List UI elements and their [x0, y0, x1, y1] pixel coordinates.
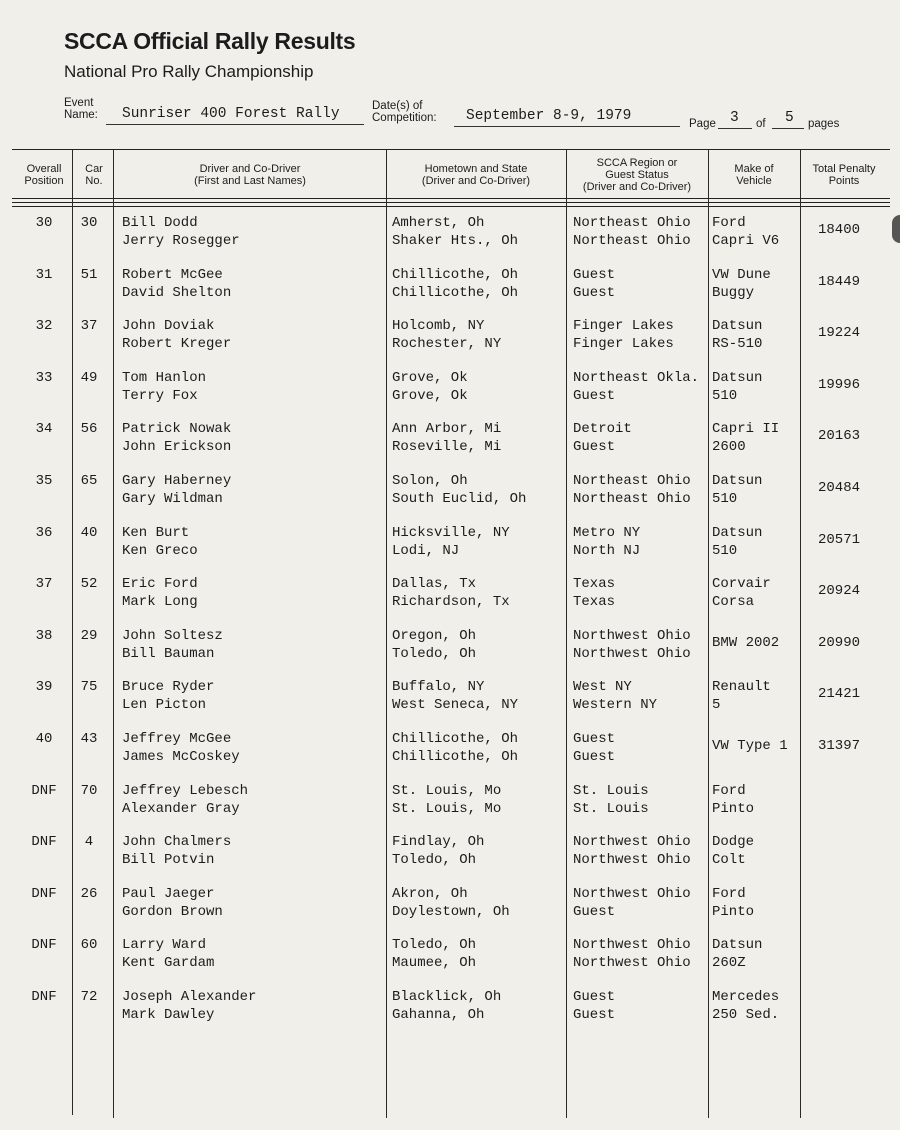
region-cell: West NY Western NY	[573, 679, 658, 714]
event-name-underline	[106, 124, 364, 125]
hometown-cell: Oregon, Oh Toledo, Oh	[392, 627, 477, 662]
table-header-rule-3	[12, 206, 890, 207]
table-header-rule-1	[12, 198, 890, 199]
page-number: 3	[730, 110, 739, 126]
region-cell: Northwest Ohio Northwest Ohio	[573, 937, 691, 972]
car-number-cell: 30	[80, 215, 98, 231]
overall-position-cell: 35	[35, 473, 53, 489]
region-cell: Guest Guest	[573, 989, 616, 1023]
page-total: 5	[785, 110, 794, 126]
region-cell: Finger Lakes Finger Lakes	[573, 318, 674, 353]
pages-label: pages	[808, 118, 840, 130]
driver-cell: Robert McGee David Shelton	[122, 266, 232, 301]
hometown-cell: Findlay, Oh Toledo, Oh	[392, 834, 485, 869]
table-row	[0, 524, 900, 564]
page-total-underline	[772, 128, 804, 129]
car-number-cell: 72	[80, 989, 98, 1005]
car-number-cell: 52	[80, 576, 98, 593]
hometown-cell: St. Louis, Mo St. Louis, Mo	[392, 782, 502, 817]
col-overall-position: Overall Position	[24, 163, 64, 187]
driver-cell: Bill Dodd Jerry Rosegger	[122, 215, 240, 249]
car-number-cell: 51	[80, 266, 98, 283]
penalty-points-cell: 31397	[817, 738, 860, 754]
make-cell: VW Type 1	[712, 738, 788, 754]
hometown-cell: Buffalo, NY West Seneca, NY	[392, 679, 519, 714]
form-title: SCCA Official Rally Results	[64, 28, 356, 54]
region-cell: Northwest Ohio Northwest Ohio	[573, 834, 691, 869]
hometown-cell: Holcomb, NY Rochester, NY	[392, 318, 502, 353]
region-cell: Texas Texas	[573, 576, 616, 611]
make-cell: Ford Pinto	[712, 782, 755, 817]
hometown-cell: Chillicothe, Oh Chillicothe, Oh	[392, 266, 519, 301]
table-row	[0, 678, 900, 718]
make-cell: Dodge Colt	[712, 834, 755, 869]
hometown-cell: Grove, Ok Grove, Ok	[392, 369, 468, 404]
table-header-rule-2	[12, 202, 890, 203]
overall-position-cell: 36	[35, 524, 53, 541]
penalty-points-cell: 21421	[817, 686, 860, 703]
col-points: Total Penalty Points	[812, 163, 876, 187]
form-subtitle: National Pro Rally Championship	[64, 62, 314, 81]
page-label: Page	[689, 118, 716, 130]
driver-cell: Larry Ward Kent Gardam	[122, 937, 215, 972]
overall-position-cell: DNF	[31, 989, 57, 1005]
penalty-points-cell: 18449	[817, 273, 860, 290]
table-row	[0, 420, 900, 460]
car-number-cell: 75	[80, 679, 98, 696]
region-cell: Northwest Ohio Northwest Ohio	[573, 627, 691, 662]
table-row	[0, 730, 900, 770]
region-cell: Detroit Guest	[573, 421, 632, 456]
table-row	[0, 833, 900, 873]
car-number-cell: 43	[80, 731, 98, 747]
make-cell: Capri II 2600	[712, 421, 780, 456]
driver-cell: Bruce Ryder Len Picton	[122, 679, 215, 714]
table-top-rule	[12, 149, 890, 150]
hometown-cell: Dallas, Tx Richardson, Tx	[392, 576, 510, 611]
overall-position-cell: DNF	[31, 782, 57, 799]
event-name-label: Event Name:	[64, 97, 98, 121]
table-header	[0, 152, 900, 200]
driver-cell: John Soltesz Bill Bauman	[122, 627, 223, 662]
table-row	[0, 885, 900, 925]
penalty-points-cell: 20571	[817, 531, 860, 548]
make-cell: Ford Pinto	[712, 885, 755, 920]
region-cell: Northeast Ohio Northeast Ohio	[573, 473, 691, 507]
col-make: Make of Vehicle	[734, 163, 774, 187]
car-number-cell: 65	[80, 473, 98, 489]
table-row	[0, 214, 900, 254]
col-hometown: Hometown and State (Driver and Co-Driver)	[421, 163, 531, 187]
table-row	[0, 317, 900, 357]
overall-position-cell: DNF	[31, 937, 57, 954]
dates-underline	[454, 126, 680, 127]
car-number-cell: 40	[80, 524, 98, 541]
make-cell: Ford Capri V6	[712, 215, 780, 249]
hometown-cell: Toledo, Oh Maumee, Oh	[392, 937, 477, 972]
make-cell: Datsun 260Z	[712, 937, 763, 972]
col-car-number: Car No.	[85, 163, 103, 187]
penalty-points-cell: 19996	[817, 376, 860, 393]
overall-position-cell: 32	[35, 318, 53, 335]
driver-cell: Paul Jaeger Gordon Brown	[122, 885, 223, 920]
driver-cell: Jeffrey Lebesch Alexander Gray	[122, 782, 249, 817]
driver-cell: Ken Burt Ken Greco	[122, 524, 198, 559]
table-row	[0, 472, 900, 512]
dates-value: September 8-9, 1979	[466, 108, 632, 124]
car-number-cell: 56	[80, 421, 98, 438]
overall-position-cell: 38	[35, 627, 53, 644]
make-cell: Datsun 510	[712, 524, 763, 559]
dates-label: Date(s) of Competition:	[372, 100, 437, 124]
page-edge-mark	[892, 215, 900, 243]
car-number-cell: 60	[80, 937, 98, 954]
driver-cell: Tom Hanlon Terry Fox	[122, 369, 207, 404]
driver-cell: Joseph Alexander Mark Dawley	[122, 989, 257, 1023]
region-cell: Northeast Ohio Northeast Ohio	[573, 215, 691, 249]
car-number-cell: 70	[80, 782, 98, 799]
penalty-points-cell: 20163	[817, 428, 860, 445]
table-row	[0, 266, 900, 306]
car-number-cell: 37	[80, 318, 98, 335]
overall-position-cell: 33	[35, 369, 53, 386]
table-row	[0, 369, 900, 409]
overall-position-cell: 39	[35, 679, 53, 696]
car-number-cell: 29	[80, 627, 98, 644]
overall-position-cell: DNF	[31, 834, 57, 851]
hometown-cell: Akron, Oh Doylestown, Oh	[392, 885, 510, 920]
overall-position-cell: 31	[35, 266, 53, 283]
col-region: SCCA Region or Guest Status (Driver and Co-Driver)	[582, 157, 692, 193]
make-cell: Mercedes 250 Sed.	[712, 989, 780, 1023]
car-number-cell: 49	[80, 369, 98, 386]
of-label: of	[756, 118, 766, 130]
hometown-cell: Solon, Oh South Euclid, Oh	[392, 473, 527, 507]
hometown-cell: Hicksville, NY Lodi, NJ	[392, 524, 510, 559]
table-row	[0, 936, 900, 976]
overall-position-cell: DNF	[31, 885, 57, 902]
make-cell: VW Dune Buggy	[712, 266, 771, 301]
hometown-cell: Chillicothe, Oh Chillicothe, Oh	[392, 731, 519, 765]
table-row	[0, 782, 900, 822]
region-cell: Metro NY North NJ	[573, 524, 641, 559]
region-cell: Northeast Okla. Guest	[573, 369, 700, 404]
table-row	[0, 575, 900, 615]
make-cell: BMW 2002	[712, 634, 780, 651]
penalty-points-cell: 19224	[817, 325, 860, 342]
hometown-cell: Amherst, Oh Shaker Hts., Oh	[392, 215, 519, 249]
penalty-points-cell: 20924	[817, 583, 860, 600]
overall-position-cell: 30	[35, 215, 53, 231]
event-name-value: Sunriser 400 Forest Rally	[122, 106, 340, 122]
region-cell: St. Louis St. Louis	[573, 782, 649, 817]
driver-cell: Patrick Nowak John Erickson	[122, 421, 232, 456]
driver-cell: John Chalmers Bill Potvin	[122, 834, 232, 869]
penalty-points-cell: 20990	[817, 634, 860, 651]
penalty-points-cell: 20484	[817, 480, 860, 496]
hometown-cell: Blacklick, Oh Gahanna, Oh	[392, 989, 502, 1023]
overall-position-cell: 34	[35, 421, 53, 438]
driver-cell: Eric Ford Mark Long	[122, 576, 198, 611]
make-cell: Corvair Corsa	[712, 576, 771, 611]
col-driver: Driver and Co-Driver (First and Last Names)	[194, 163, 306, 187]
driver-cell: Jeffrey McGee James McCoskey	[122, 731, 240, 765]
region-cell: Guest Guest	[573, 266, 616, 301]
car-number-cell: 26	[80, 885, 98, 902]
page-number-underline	[718, 128, 752, 129]
driver-cell: John Doviak Robert Kreger	[122, 318, 232, 353]
make-cell: Renault 5	[712, 679, 771, 714]
overall-position-cell: 37	[35, 576, 53, 593]
car-number-cell: 4	[84, 834, 94, 851]
penalty-points-cell: 18400	[817, 222, 860, 238]
overall-position-cell: 40	[35, 731, 53, 747]
hometown-cell: Ann Arbor, Mi Roseville, Mi	[392, 421, 502, 456]
make-cell: Datsun RS-510	[712, 318, 763, 353]
table-row	[0, 988, 900, 1028]
make-cell: Datsun 510	[712, 369, 763, 404]
make-cell: Datsun 510	[712, 473, 763, 507]
driver-cell: Gary Haberney Gary Wildman	[122, 473, 232, 507]
region-cell: Guest Guest	[573, 731, 616, 765]
table-row	[0, 627, 900, 667]
region-cell: Northwest Ohio Guest	[573, 885, 691, 920]
